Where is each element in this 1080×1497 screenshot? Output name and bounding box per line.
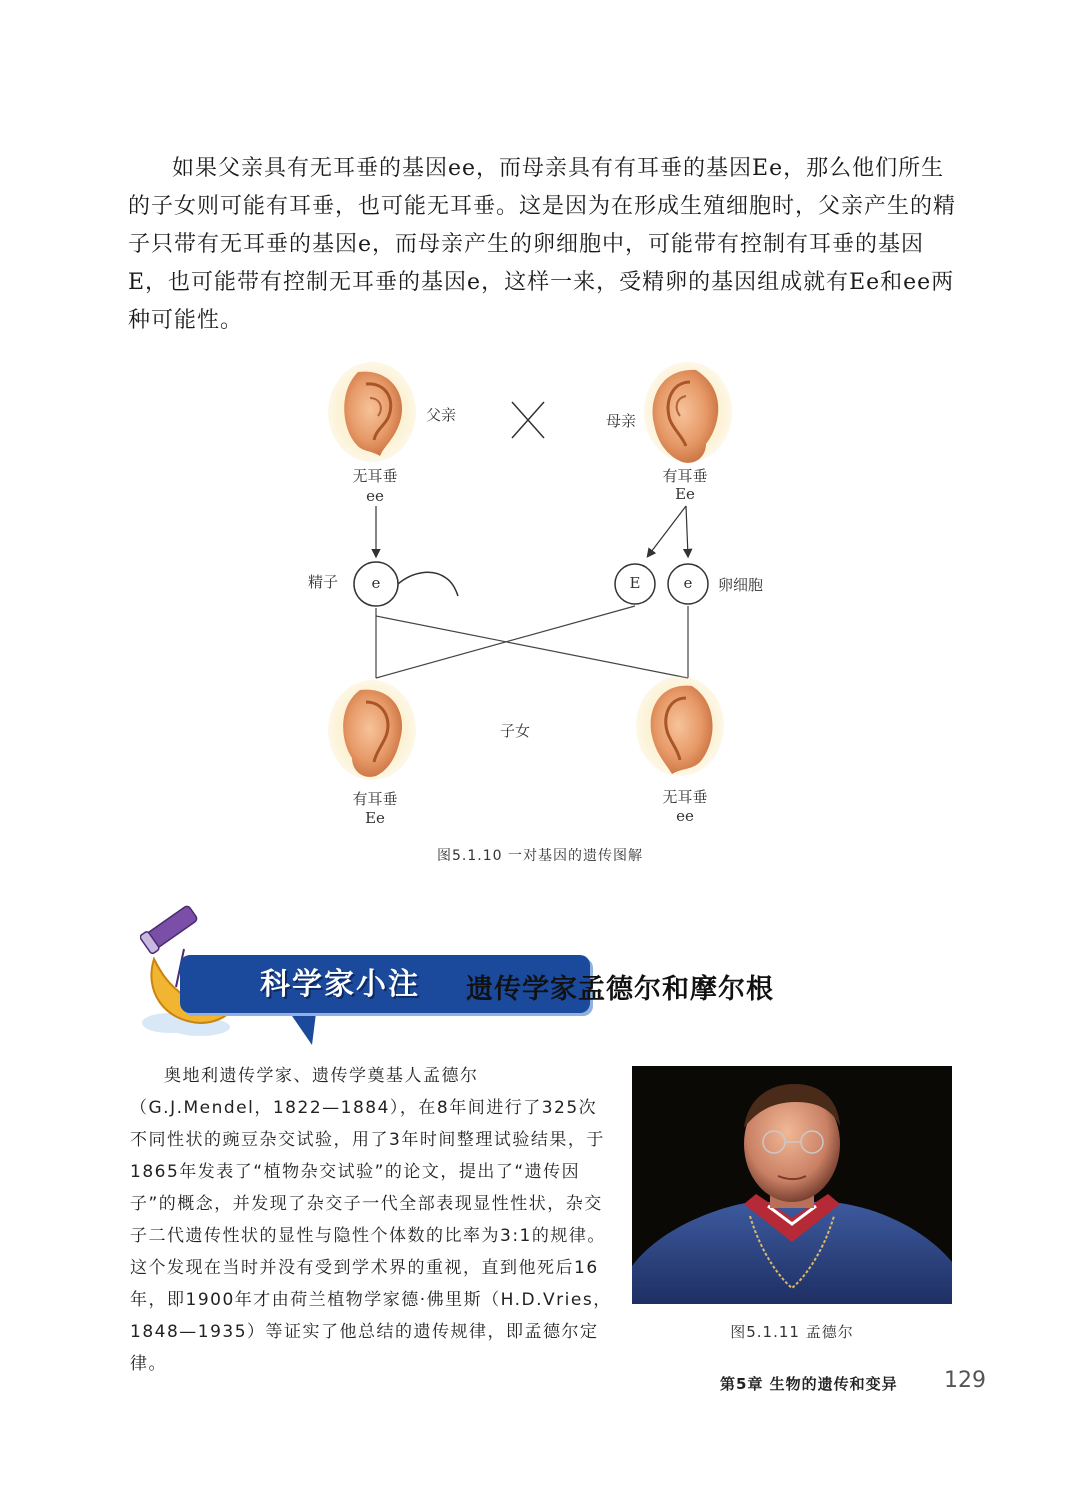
mendel-portrait-image <box>632 1066 952 1304</box>
father-label: 父亲 <box>426 406 457 424</box>
mendel-paragraph: 奥地利遗传学家、遗传学奠基人孟德尔（G.J.Mendel，1822—1884），在8年间进行了325次不同性状的豌豆杂交试验，用了3年时间整理试验结果，于1865年发表了“植物杂交试验”的论文，提出了“遗传因子”的概念，并发现了杂交子一代全部表现显性性状，杂交子二代遗传性状的显性与隐性个体数的比率为3:1的规律。这个发现在当时并没有受到学术界的重视，直到他死后16年，即1900年才由荷兰植物学家德·佛里斯（H.D.Vries，1848—1935）等证实了他总结的遗传规律，即孟德尔定律。 <box>130 1066 612 1374</box>
egg-label: 卵细胞 <box>718 576 764 594</box>
scientist-banner <box>140 895 840 1050</box>
child1-genotype: Ee <box>365 809 385 827</box>
portrait-caption: 图5.1.11 孟德尔 <box>730 1323 854 1341</box>
father-trait: 无耳垂 <box>352 467 398 485</box>
banner-title: 遗传学家孟德尔和摩尔根 <box>466 974 774 1005</box>
footer-chapter: 第5章 生物的遗传和变异 <box>720 1375 898 1393</box>
mother-genotype: Ee <box>675 485 695 503</box>
egg-gene-2: e <box>683 574 693 592</box>
mother-trait: 有耳垂 <box>662 467 708 485</box>
sperm-gene: e <box>371 574 381 592</box>
sperm-label: 精子 <box>308 573 339 591</box>
figure-caption: 图5.1.10 一对基因的遗传图解 <box>437 848 643 864</box>
mother-label: 母亲 <box>606 412 637 430</box>
child2-genotype: ee <box>676 807 694 825</box>
banner-label: 科学家小注 <box>260 967 420 1002</box>
father-genotype: ee <box>366 487 384 505</box>
intro-paragraph: 如果父亲具有无耳垂的基因ee，而母亲具有有耳垂的基因Ee，那么他们所生的子女则可能有耳垂，也可能无耳垂。这是因为在形成生殖细胞时，父亲产生的精子只带有无耳垂的基因e，而母亲产生的卵细胞中，可能带有控制有耳垂的基因E，也可能带有控制无耳垂的基因e，这样一来，受精卵的基因组成就有Ee和ee两种可能性。 <box>128 156 957 333</box>
cross-icon <box>512 402 544 438</box>
mother-ear-icon <box>644 362 732 463</box>
child1-trait: 有耳垂 <box>352 790 398 808</box>
child2-trait: 无耳垂 <box>662 788 708 806</box>
inheritance-diagram <box>300 360 780 840</box>
child2-ear-icon <box>636 676 724 776</box>
mendel-portrait <box>632 1066 952 1304</box>
children-label: 子女 <box>500 722 531 740</box>
egg-gene-1: E <box>629 574 641 592</box>
diagram-lines <box>300 360 780 840</box>
father-ear-icon <box>328 362 416 462</box>
child1-ear-icon <box>328 680 416 780</box>
page-number: 129 <box>944 1368 986 1393</box>
